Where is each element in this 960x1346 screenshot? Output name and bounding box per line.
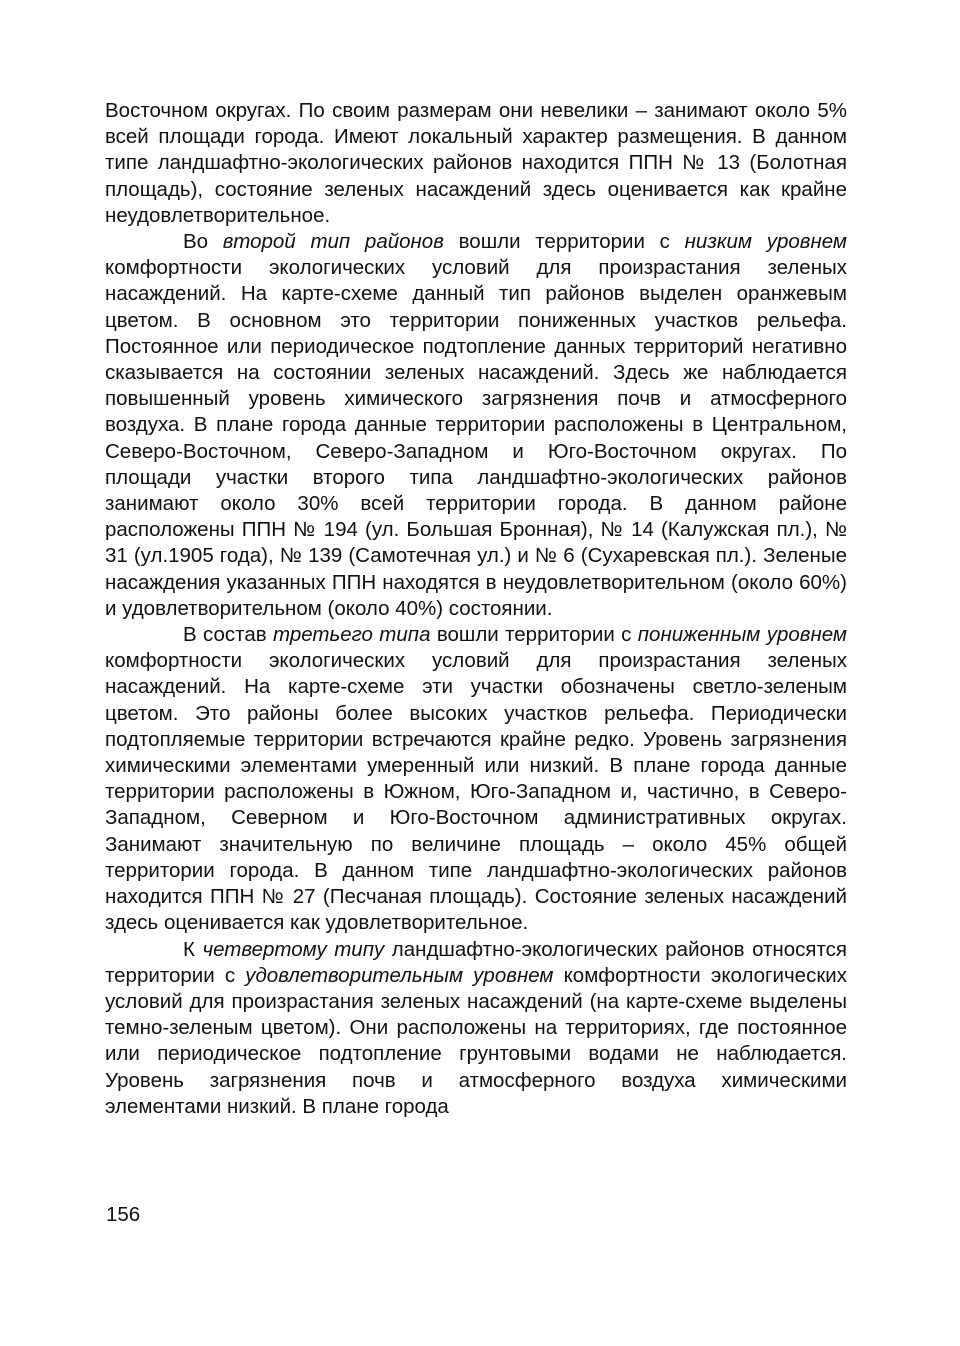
paragraph-2-italic-second-type: второй тип районов [222,230,444,254]
paragraph-3-italic-reduced-level: пониженным уровнем [637,623,847,647]
paragraph-4 [105,937,847,1120]
paragraph-4-text: К [183,937,203,961]
paragraph-1-text: Восточном округах. По своим размерам они невелики – занимают около 5% всей площади города. Имеют локальный характер размещения. В данном типе ландшафтно-экологических районов находится ППН № 13 (Болотная площадь), состояние зеленых насаждений здесь оценивается как крайне неудовлетворительное. [105,99,847,227]
paragraph-2 [105,229,847,622]
paragraph-4-italic-fourth-type: четвертому типу [202,937,385,961]
paragraph-3-italic-third-type: третьего типа [272,623,431,647]
paragraph-3-text: комфортности экологических условий для произрастания зеленых насаждений. На карте-схеме эти участки обозначены светло-зеленым цветом. Это районы более высоких участков рельефа. Периодически подтопляемые территории встречаются крайне редко. Уровень загрязнения химическими элементами умеренный или низкий. В плане города данные территории расположены в Южном, Юго-Западном и, частично, в Северо-Западном, Северном и Юго-Восточном административных округах. Занимают значительную по величине площадь – около 45% общей территории города. В данном типе ландшафтно-экологических районов находится ППН № 27 (Песчаная площадь). Состояние зеленых насаждений здесь оценивается как удовлетворительное. [105,649,847,935]
paragraph-4-italic-satisfactory-level: удовлетворительным уровнем [245,963,554,987]
paragraph-2-text: Во [183,230,223,254]
paragraph-4-text: комфортности экологических условий для произрастания зеленых насаждений (на карте-схеме выделены темно-зеленым цветом). Они расположены на территориях, где постоянное или периодическое подтопление грунтовыми водами не наблюдается. Уровень загрязнения почв и атмосферного воздуха химическими элементами низкий. В плане города [105,963,847,1118]
paragraph-3-text: В состав [183,623,273,647]
paragraph-2-text: вошли территории с [443,230,685,254]
paragraph-2-italic-low-level: низким уровнем [684,230,847,254]
paragraph-4-text: ландшафтно-экологических районов относятся территории с [105,937,847,987]
paragraph-1 [105,98,847,229]
page-number: 156 [106,1203,141,1226]
paragraph-2-text: комфортности экологических условий для произрастания зеленых насаждений. На карте-схеме данный тип районов выделен оранжевым цветом. В основном это территории пониженных участков рельефа. Постоянное или периодическое подтопление данных территорий негативно сказывается на состоянии зеленых насаждений. Здесь же наблюдается повышенный уровень химического загрязнения почв и атмосферного воздуха. В плане города данные территории расположены в Центральном, Северо-Восточном, Северо-Западном и Юго-Восточном округах. По площади участки второго типа ландшафтно-экологических районов занимают около 30% всей территории города. В данном районе расположены ППН № 194 (ул. Большая Бронная), № 14 (Калужская пл.), № 31 (ул.1905 года), № 139 (Самотечная ул.) и № 6 (Сухаревская пл.). Зеленые насаждения указанных ППН находятся в неудовлетворительном (около 60%) и удовлетворительном (около 40%) состоянии. [105,256,847,620]
page-body [105,98,847,1120]
paragraph-3-text: вошли территории с [430,623,638,647]
paragraph-3 [105,622,847,936]
